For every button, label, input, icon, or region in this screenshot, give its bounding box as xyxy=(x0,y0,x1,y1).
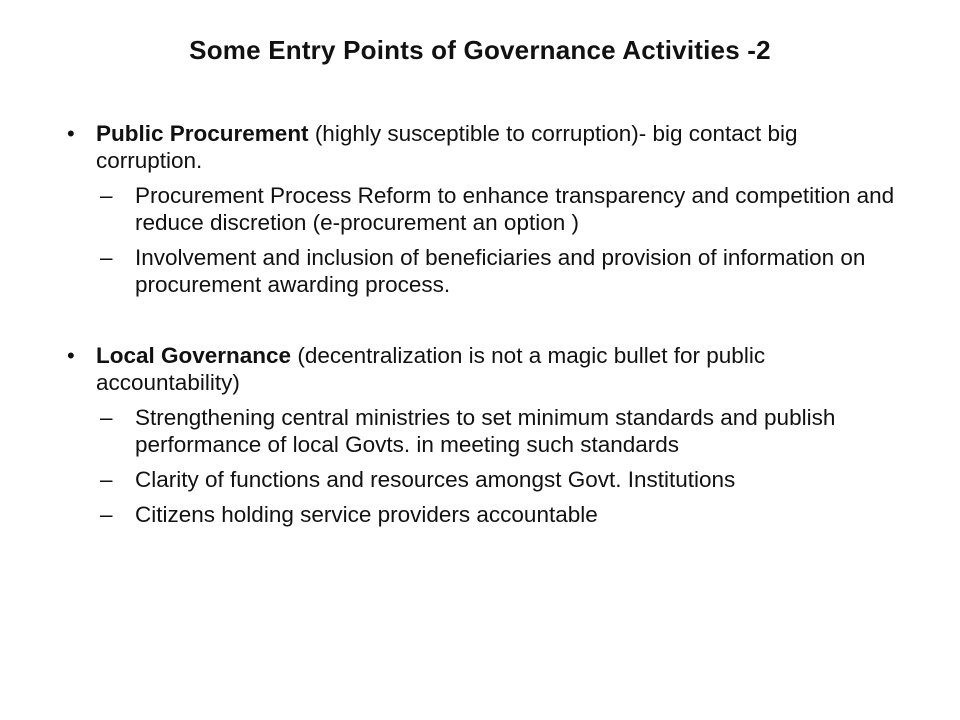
dash-icon: – xyxy=(100,502,113,527)
bullet-icon: • xyxy=(67,121,75,146)
bullet-local-governance xyxy=(67,342,856,396)
bullet-icon: • xyxy=(67,343,75,368)
dash-icon: – xyxy=(100,405,113,430)
slide-title: Some Entry Points of Governance Activities -2 xyxy=(189,35,771,65)
subitem xyxy=(100,182,905,236)
bullet-text: (highly susceptible to corruption)- big contact big corruption. xyxy=(96,121,798,173)
bullet-heading: Local Governance xyxy=(96,343,292,368)
dash-icon: – xyxy=(100,183,113,208)
subitem xyxy=(100,404,905,458)
bullet-text: (decentralization is not a magic bullet for public accountability) xyxy=(96,343,766,395)
slide-content xyxy=(0,120,960,528)
subitem xyxy=(100,501,905,528)
subitem xyxy=(100,244,905,298)
subitem-text: Clarity of functions and resources amongst Govt. Institutions xyxy=(135,467,736,492)
subitem-text: Citizens holding service providers accountable xyxy=(135,502,598,527)
bullet-heading: Public Procurement xyxy=(96,121,309,146)
subitem xyxy=(100,466,905,493)
subitem-text: Involvement and inclusion of beneficiaries and provision of information on procurement awarding process. xyxy=(135,245,866,297)
subitem-text: Procurement Process Reform to enhance transparency and competition and reduce discretion (e-procurement an option ) xyxy=(135,183,895,235)
bullet-public-procurement xyxy=(67,120,856,174)
dash-icon: – xyxy=(100,467,113,492)
dash-icon: – xyxy=(100,245,113,270)
subitem-text: Strengthening central ministries to set minimum standards and publish performance of local Govts. in meeting such standards xyxy=(135,405,836,457)
